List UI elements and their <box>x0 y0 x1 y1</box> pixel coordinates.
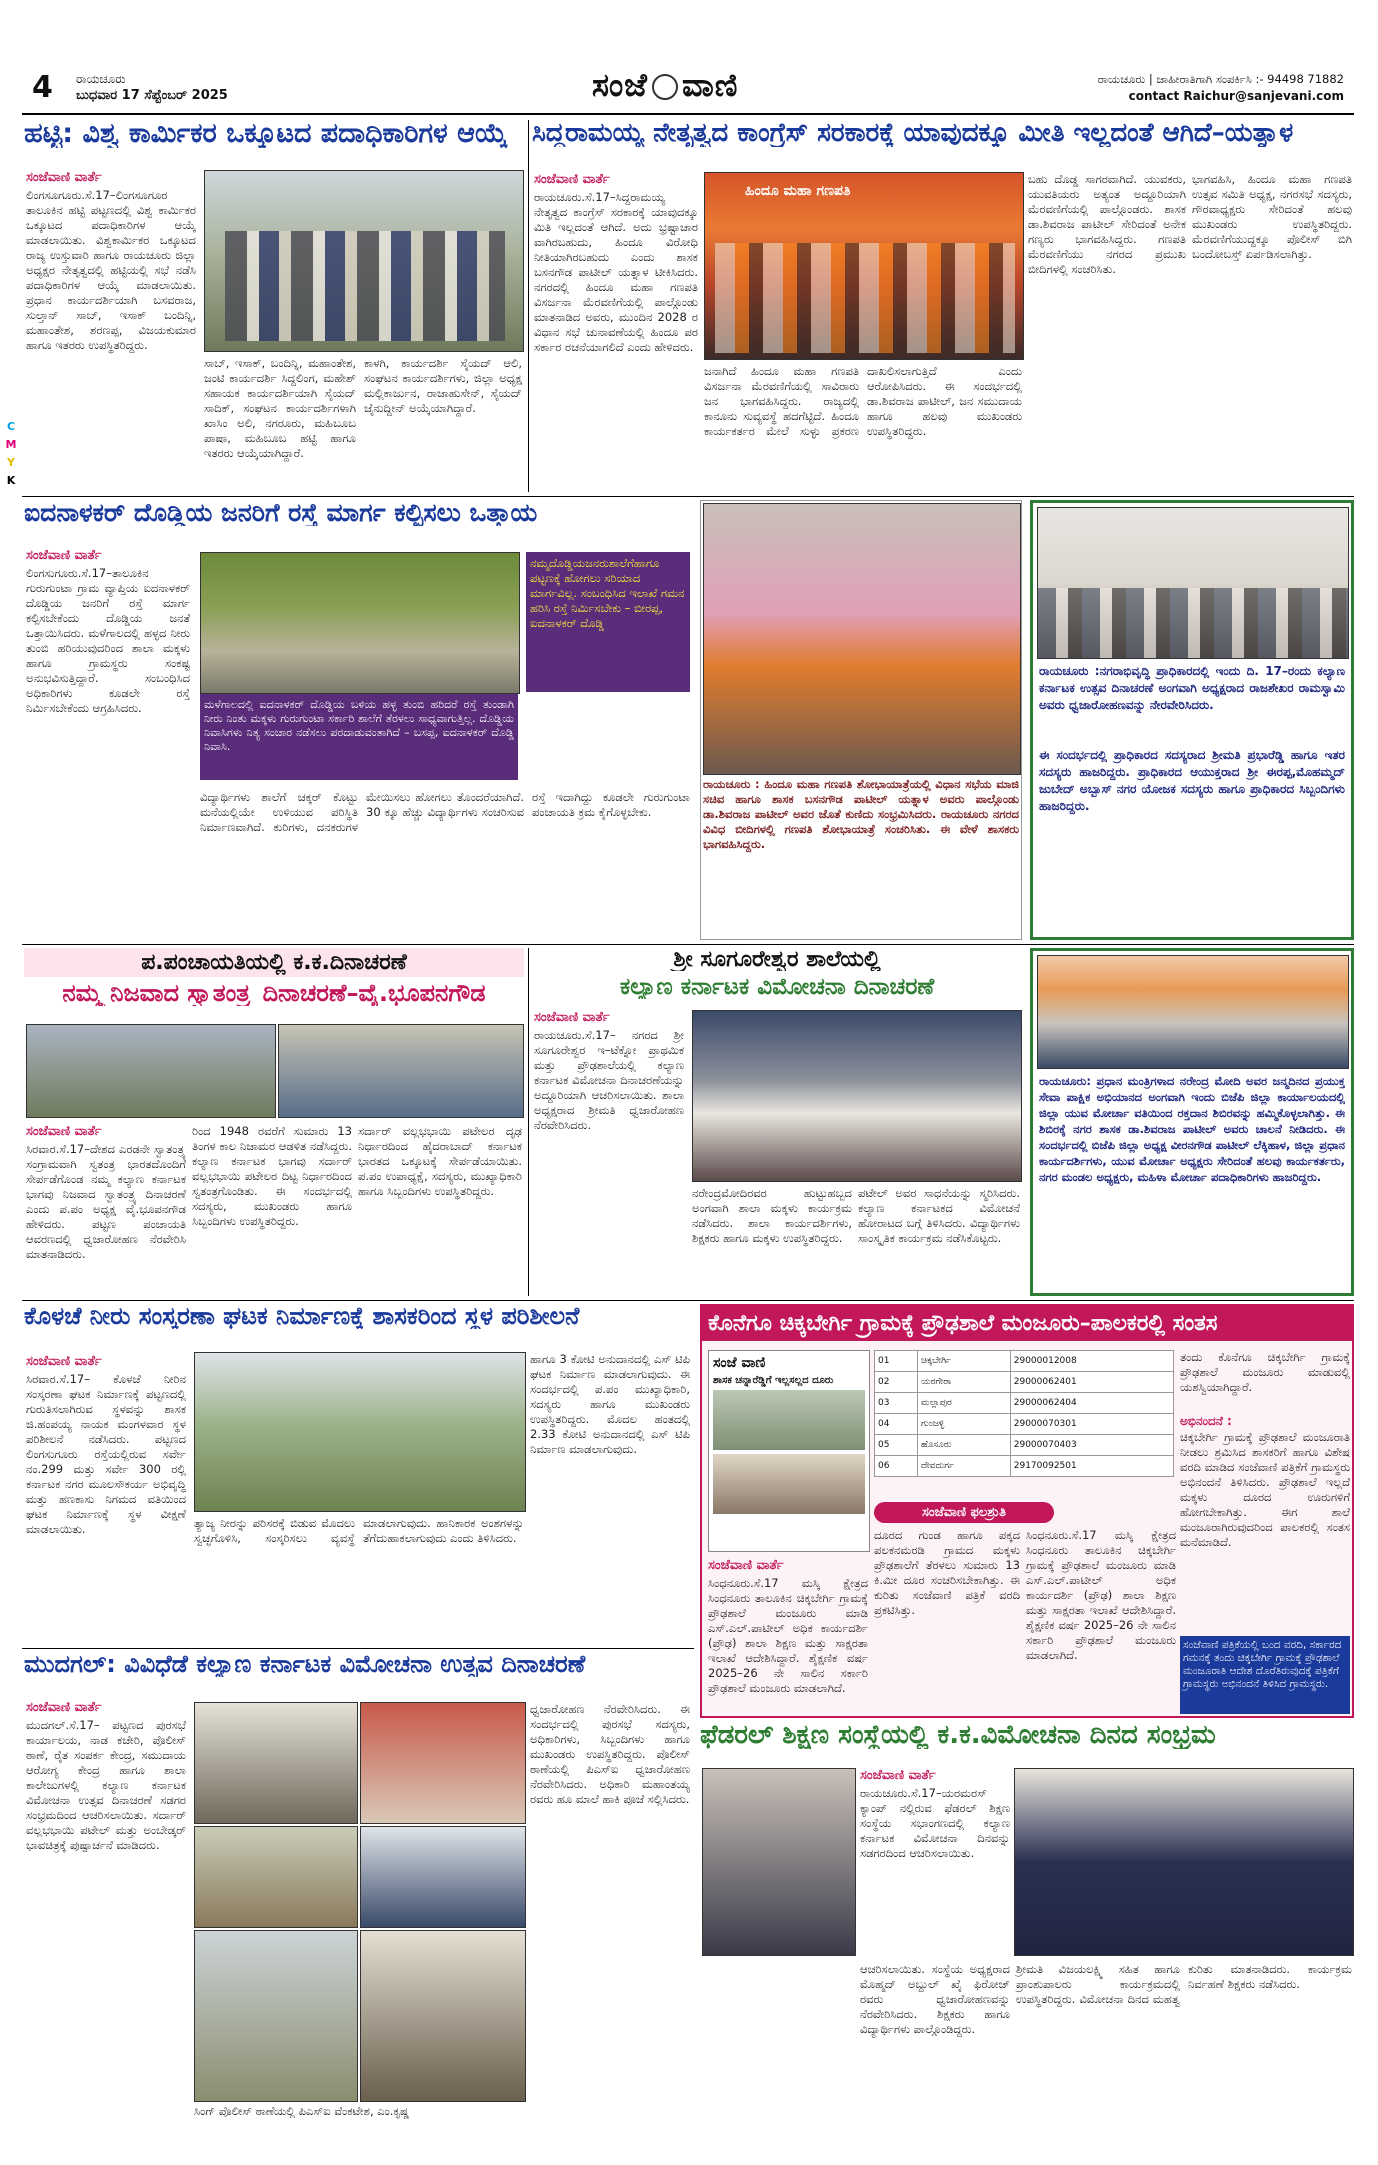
cmyk-c: C <box>6 420 16 433</box>
table-cell: ಚಿಕ್ಕಬೇರ್ಗಿ <box>918 1351 1011 1372</box>
story-body: ದೂರದ ಗುಂಡ ಹಾಗೂ ಪಕ್ಕದ ಪಲಕನಮರಡಿ ಗ್ರಾಮದ ಮಕ್ಕಳು ಪ್ರೌಢಶಾಲೆಗೆ ತೆರಳಲು ಸುಮಾರು 13 ಕಿ.ಮೀ ದೂರ ಸಂಚರಿಸಬೇಕಾಗಿತ್ತು. ಈ ಕುರಿತು ಸಂಜೆವಾಣಿ ಪತ್ರಿಕೆ ವರದಿ ಪ್ರಕಟಿಸಿತ್ತು. <box>874 1528 1020 1617</box>
table-cell: 06 <box>875 1456 918 1477</box>
rally-photo <box>704 172 1024 360</box>
event-photo-1 <box>194 1702 358 1824</box>
cmyk-marks <box>4 418 18 498</box>
headline: ಹಟ್ಟಿ: ವಿಶ್ವ ಕಾರ್ಮಿಕರ ಒಕ್ಕೂಟದ ಪದಾಧಿಕಾರಿಗಳ ಆಯ್ಕೆ <box>24 120 508 149</box>
story-body: ಸಿರವಾರ.ಸೆ.17–ದೇಶದ ಎರಡನೇ ಸ್ವಾತಂತ್ರ್ಯ ಸಂಗ್ರಾಮವಾಗಿ ಸ್ವತಂತ್ರ ಭಾರತದೊಂದಿಗೆ ಸೇರ್ಪಡೆಗೊಂಡ ನಮ್ಮ ಕಲ್ಯಾಣ ಕರ್ನಾಟಕ ಭಾಗವು ನಿಜವಾದ ಸ್ವಾತಂತ್ರ್ಯ ದಿನಾಚರಣೆ ಎಂದು ಪ.ಪಂ ಅಧ್ಯಕ್ಷ ವೈ.ಭೂಪನಗೌಡ ಹೇಳಿದರು. ಪಟ್ಟಣ ಪಂಚಾಯತಿ ಆವರಣದಲ್ಲಿ ಧ್ವಜಾರೋಹಣ ನೆರವೇರಿಸಿ ಮಾತನಾಡಿದರು. <box>26 1142 186 1261</box>
clipping <box>708 1350 870 1552</box>
federal-photo-1 <box>1014 1768 1354 1956</box>
story-chikkabergi <box>700 1304 1354 1718</box>
group-photo <box>204 170 524 352</box>
table-cell: 02 <box>875 1372 918 1393</box>
clip-photo <box>713 1390 865 1450</box>
logo-emblem-icon <box>652 74 678 100</box>
story-body-col3: ಹಾಗೂ 3 ಕೋಟಿ ಅನುದಾನದಲ್ಲಿ ಎಸ್ ಟಿಪಿ ಘಟಕ ನಿರ್ಮಾಣ ಮಾಡಲಾಗುವುದು. ಈ ಸಂದರ್ಭದಲ್ಲಿ ಪ.ಪಂ ಮುಖ್ಯಾಧಿಕಾರಿ, ಸದಸ್ಯರು ಹಾಗೂ ಮುಖಂಡರು ಉಪಸ್ಥಿತರಿದ್ದರು. ಮೊದಲ ಹಂತದಲ್ಲಿ 2.33 ಕೋಟಿ ಅನುದಾನದಲ್ಲಿ ಎಸ್ ಟಿಪಿ ನಿರ್ಮಾಣ ಮಾಡಲಾಗುವುದು. <box>530 1352 690 1456</box>
table-row <box>875 1456 1174 1477</box>
headline: ಸಿದ್ದರಾಮಯ್ಯ ನೇತೃತ್ವದ ಕಾಂಗ್ರೆಸ್ ಸರಕಾರಕ್ಕೆ ಯಾವುದಕ್ಕೂ ಮೀತಿ ಇಲ್ಲದಂತೆ ಆಗಿದೆ–ಯತ್ನಾಳ <box>532 120 1294 148</box>
story-body: ರಾಯಚೂರು.ಸೆ.17–ಸಿದ್ದರಾಮಯ್ಯ ನೇತೃತ್ವದ ಕಾಂಗ್ರೆಸ್ ಸರಕಾರಕ್ಕೆ ಯಾವುದಕ್ಕೂ ಮಿತಿ ಇಲ್ಲದಂತೆ ಆಗಿದೆ. ಅದು ಭ್ರಷ್ಟಾಚಾರ ವಾಗಿರಬಹುದು, ಹಿಂದೂ ವಿರೋಧಿ ನೀತಿಯಾಗಿರಬಹುದು ಎಂದು ಶಾಸಕ ಬಸನಗೌಡ ಪಾಟೀಲ್ ಯತ್ನಾಳ ಟೀಕಿಸಿದರು. ನಗರದಲ್ಲಿ ಹಿಂದೂ ಮಹಾ ಗಣಪತಿ ವಿಸರ್ಜನಾ ಮೆರವಣಿಗೆಯಲ್ಲಿ ಪಾಲ್ಗೊಂಡು ಮಾತನಾಡಿದ ಅವರು, ಮುಂದಿನ 2028 ರ ವಿಧಾನ ಸಭೆ ಚುನಾವಣೆಯಲ್ಲಿ ಹಿಂದೂ ಪರ ಸರ್ಕಾರ ರಚನೆಯಾಗಲಿದೆ ಎಂದು ಹೇಳಿದರು. <box>534 190 698 354</box>
cmyk-y: Y <box>7 456 15 469</box>
byline: ಸಂಜೆವಾಣಿ ವಾರ್ತೆ <box>26 1124 102 1139</box>
story-federal <box>700 1722 1354 2152</box>
story-blood-donation <box>1030 948 1354 1296</box>
headline-2: ನಮ್ಮ ನಿಜವಾದ ಸ್ವಾತಂತ್ರ್ಯ ದಿನಾಚರಣೆ–ವೈ.ಭೂಪನಗೌಡ <box>62 981 486 1007</box>
story-body: ಲಿಂಗಸೂಗೂರು.ಸೆ.17–ಲಿಂಗಸೂಗೂರ ತಾಲೂಕಿನ ಹಟ್ಟಿ ಪಟ್ಟಣದಲ್ಲಿ ವಿಶ್ವ ಕಾರ್ಮಿಕರ ಒಕ್ಕೂಟದ ಪದಾಧಿಕಾರಿಗಳ ಆಯ್ಕೆ ಮಾಡಲಾಯಿತು. ವಿಶ್ವಕಾರ್ಮಿಕರ ಒಕ್ಕೂಟದ ರಾಜ್ಯ ಉಸ್ತುವಾರಿ ಹಾಗೂ ರಾಯಚೂರು ಜಿಲ್ಲಾ ಅಧ್ಯಕ್ಷರ ನೇತೃತ್ವದಲ್ಲಿ ಹಟ್ಟಿಯಲ್ಲಿ ಸಭೆ ನಡೆಸಿ ಪದಾಧಿಕಾರಿಗಳ ಆಯ್ಕೆ ಮಾಡಲಾಯಿತು. ಪ್ರಧಾನ ಕಾರ್ಯದರ್ಶಿಯಾಗಿ ಬಸವರಾಜ, ಸುಲ್ತಾನ್ ಸಾಬ್, ಇಸಾಕ್ ಬಂದಿನ್ನಿ, ಮಹಾಂತೇಶ, ಶರಣಪ್ಪ, ವಿಜಯಕುಮಾರ ಹಾಗೂ ಇತರರು ಉಪಸ್ಥಿತರಿದ್ದರು. <box>26 188 196 352</box>
story-body-col2: ನರೇಂದ್ರಮೋದಿರವರ ಹುಟ್ಟುಹಬ್ಬದ ಅಂಗವಾಗಿ ಶಾಲಾ ಮಕ್ಕಳು ಕಾರ್ಯಕ್ರಮ ನಡೆಸಿದರು. ಶಾಲಾ ಕಾರ್ಯದರ್ಶಿಗಳು, ಶಿಕ್ಷಕರು ಹಾಗೂ ಮಕ್ಕಳು ಉಪಸ್ಥಿತರಿದ್ದರು. <box>692 1186 852 1245</box>
row-rule <box>22 1300 1354 1301</box>
story-body-col3: ಬಹು ದೊಡ್ಡ ಸಾಗರವಾಗಿದೆ. ಯುವಕರು, ಯುವತಿಯರು ಅತ್ಯಂತ ಅದ್ದೂರಿಯಾಗಿ ಮೆರವಣಿಗೆಯಲ್ಲಿ ಪಾಲ್ಗೊಂಡರು. ಶಾಸಕ ಡಾ.ಶಿವರಾಜ ಪಾಟೀಲ್ ಸೇರಿದಂತೆ ಅನೇಕ ಗಣ್ಯರು ಭಾಗವಹಿಸಿದ್ದರು. ಗಣಪತಿ ಮೆರವಣಿಗೆಯು ನಗರದ ಪ್ರಮುಖ ಬೀದಿಗಳಲ್ಲಿ ಸಂಚರಿಸಿತು. <box>1028 172 1186 276</box>
group-photo-2 <box>278 1024 524 1118</box>
headline: ಮುದಗಲ್: ವಿವಿಧೆಡೆ ಕಲ್ಯಾಣ ಕರ್ನಾಟಕ ವಿಮೋಚನಾ ಉತ್ಸವ ದಿನಾಚರಣೆ <box>24 1652 586 1678</box>
blood-camp-photo <box>1037 955 1349 1069</box>
event-photo-4 <box>360 1826 526 1928</box>
story-aidanalkar <box>24 500 692 940</box>
story-body-col2: ಸಾಬ್, ಇಸಾಕ್, ಬಂದಿನ್ನಿ, ಮಹಾಂತೇಶ, ಜಂಟಿ ಕಾರ್ಯದರ್ಶಿ ಸಿದ್ದಲಿಂಗ, ಮಹೇಶ್ ಸಹಾಯಕ ಕಾರ್ಯದರ್ಶಿಯಾಗಿ ಸೈಯದ್ ಸಾದಿಕ್, ಸಂಘಟನ ಕಾರ್ಯದರ್ಶಿಗಳಾಗಿ ಖಾಸಿಂ ಅಲಿ, ನಗರೂರು, ಮಹಿಬೂಬ ಪಾಷಾ, ಮಹಿಬೂಬ ಹಟ್ಟಿ ಹಾಗೂ ಇತರರು ಆಯ್ಕೆಯಾಗಿದ್ದಾರೆ. <box>204 356 356 460</box>
story-body-col2: ಜನಾಗಿದೆ ಹಿಂದೂ ಮಹಾ ಗಣಪತಿ ವಿಸರ್ಜನಾ ಮೆರವಣಿಗೆಯಲ್ಲಿ ಸಾವಿರಾರು ಜನ ಭಾಗವಹಿಸಿದ್ದರು. ರಾಜ್ಯದಲ್ಲಿ ಕಾನೂನು ಸುವ್ಯವಸ್ಥೆ ಹದಗೆಟ್ಟಿದೆ. ಹಿಂದೂ ಕಾರ್ಯಕರ್ತರ ಮೇಲೆ ಸುಳ್ಳು ಪ್ರಕರಣ ದಾಖಲಿಸಲಾಗುತ್ತಿದೆ ಎಂದು ಆರೋಪಿಸಿದರು. ಈ ಸಂದರ್ಭದಲ್ಲಿ ಡಾ.ಶಿವರಾಜ ಪಾಟೀಲ್, ಜನ ಸಮುದಾಯ ಹಾಗೂ ಹಲವು ಮುಖಂಡರು ಉಪಸ್ಥಿತರಿದ್ದರು. <box>704 364 1022 438</box>
clip-title: ಶಾಸಕ ಚನ್ನಾರೆಡ್ಡಿಗೆ ಇಲ್ಲಸಲ್ಲದ ದೂರು <box>713 1375 834 1386</box>
clip-logo: ಸಂಜೆ ವಾಣಿ <box>713 1355 766 1371</box>
quote-box: ನಮ್ಮದೊಡ್ಡಿಯಜನರುಶಾಲೆಗೆಹಾಗೂ ಪಟ್ಟಣಕ್ಕೆ ಹೋಗಲು ಸರಿಯಾದ ಮಾರ್ಗವಿಲ್ಲ. ಸಂಬಂಧಿಸಿದ ಇಲಾಖೆ ಗಮನ ಹರಿಸಿ ರಸ್ತೆ ನಿರ್ಮಿಸಬೇಕು – ಬೀರಪ್ಪ, ಐದನಾಳಕರ್ ದೊಡ್ಡಿ <box>526 552 690 692</box>
table-cell: 04 <box>875 1414 918 1435</box>
masthead-rule <box>22 113 1354 115</box>
story-body: ರಾಯಚೂರು.ಸೆ.17– ನಗರದ ಶ್ರೀ ಸೂಗೂರೇಶ್ವರ ಇ–ಟೆಕ್ನೋ ಪ್ರಾಥಮಿಕ ಮತ್ತು ಪ್ರೌಢಶಾಲೆಯಲ್ಲಿ ಕಲ್ಯಾಣ ಕರ್ನಾಟಕ ವಿಮೋಚನಾ ದಿನಾಚರಣೆಯನ್ನು ಅದ್ದೂರಿಯಾಗಿ ಆಚರಿಸಲಾಯಿತು. ಶಾಲಾ ಅಧ್ಯಕ್ಷರಾದ ಶ್ರೀಮತಿ ಧ್ವಜಾರೋಹಣ ನೆರವೇರಿಸಿದರು. <box>534 1028 684 1132</box>
table-cell: 29170092501 <box>1010 1456 1173 1477</box>
story-body-col3: ಸರ್ದಾರ್ ವಲ್ಲಭಭಾಯಿ ಪಟೇಲರ ದೃಢ ನಿರ್ಧಾರದಿಂದ ಹೈದರಾಬಾದ್ ಕರ್ನಾಟಕ ಭಾರತದ ಒಕ್ಕೂಟಕ್ಕೆ ಸೇರ್ಪಡೆಯಾಯಿತು. ಪ.ಪಂ ಉಪಾಧ್ಯಕ್ಷೆ, ಸದಸ್ಯರು, ಮುಖ್ಯಾಧಿಕಾರಿ ಹಾಗೂ ಸಿಬ್ಬಂದಿಗಳು ಉಪಸ್ಥಿತರಿದ್ದರು. <box>358 1124 522 1198</box>
school-photo <box>692 1010 1022 1182</box>
story-body-col3: ಕಾಳಗಿ, ಕಾರ್ಯದರ್ಶಿ ಸೈಯದ್ ಆಲಿ, ಸಂಘಟನ ಕಾರ್ಯದರ್ಶಿಗಳು, ಜಿಲ್ಲಾ ಅಧ್ಯಕ್ಷ ಮಲ್ಲಿಕಾರ್ಜುನ, ರಾಜಾಹುಸೇನ್, ಸೈಯದ್ ಜೈನುದ್ದೀನ್ ಅಯ್ಕೆಯಾಗಿದ್ದಾರೆ. <box>364 356 522 415</box>
table-row <box>875 1435 1174 1456</box>
group-photo <box>26 1024 276 1118</box>
story-body-col2: ವಿದ್ಯಾರ್ಥಿಗಳು ಶಾಲೆಗೆ ಚಕ್ಕರ್ ಕೊಟ್ಟು ಮನೆಯಲ್ಲಿಯೇ ಉಳಿಯುವ ಪರಿಸ್ಥಿತಿ ನಿರ್ಮಾಣವಾಗಿದೆ. ಕುರಿಗಳು, ದನಕರುಗಳ ಮೇಯಿಸಲು ಹೋಗಲು ತೊಂದರೆಯಾಗಿದೆ. 30 ಕ್ಕೂ ಹೆಚ್ಚು ವಿದ್ಯಾರ್ಥಿಗಳು ಸಂಚರಿಸುವ ರಸ್ತೆ ಇದಾಗಿದ್ದು ಕೂಡಲೇ ಗುರುಗುಂಟಾ ಪಂಚಾಯತಿ ಕ್ರಮ ಕೈಗೊಳ್ಳಬೇಕು. <box>200 790 690 834</box>
cmyk-m: M <box>5 438 17 451</box>
masthead <box>22 72 1354 108</box>
headline-1: ಶ್ರೀ ಸೂಗೂರೇಶ್ವರ ಶಾಲೆಯಲ್ಲಿ <box>673 948 881 972</box>
story-body-3: ತಂದು ಕೊನೆಗೂ ಚಿಕ್ಕಬೇರ್ಗಿ ಗ್ರಾಮಕ್ಕೆ ಪ್ರೌಢಶಾಲೆ ಮಂಜೂರು ಮಾಡುವಲ್ಲಿ ಯಶಸ್ವಿಯಾಗಿದ್ದಾರೆ. <box>1180 1350 1350 1394</box>
table-cell: ಹೊಸೂರು <box>918 1435 1011 1456</box>
table-cell: 29000012008 <box>1010 1351 1173 1372</box>
logo-right: ವಾಣಿ <box>681 72 739 104</box>
headline: ಕೊಳಚೆ ನೀರು ಸಂಸ್ಕರಣಾ ಘಟಕ ನಿರ್ಮಾಣಕ್ಕೆ ಶಾಸಕರಿಂದ ಸ್ಥಳ ಪರಿಶೀಲನೆ <box>24 1304 580 1330</box>
story-body: ಲಿಂಗಸುಗೂರು.ಸೆ.17–ತಾಲೂಕಿನ ಗುರುಗುಂಟಾ ಗ್ರಾಮ ವ್ಯಾಪ್ತಿಯ ಐದನಾಳಕರ್ ದೊಡ್ಡಿಯ ಜನರಿಗೆ ರಸ್ತೆ ಮಾರ್ಗ ಕಲ್ಪಿಸಬೇಕೆಂದು ದೊಡ್ಡಿಯ ಜನತೆ ಒತ್ತಾಯಿಸಿದರು. ಮಳೆಗಾಲದಲ್ಲಿ ಹಳ್ಳದ ನೀರು ತುಂಬಿ ಹರಿಯುವುದರಿಂದ ಶಾಲಾ ಮಕ್ಕಳು ಹಾಗೂ ಗ್ರಾಮಸ್ಥರು ಸಂಕಷ್ಟ ಅನುಭವಿಸುತ್ತಿದ್ದಾರೆ. ಸಂಬಂಧಿಸಿದ ಅಧಿಕಾರಿಗಳು ಕೂಡಲೇ ರಸ್ತೆ ನಿರ್ಮಿಸಬೇಕೆಂದು ಆಗ್ರಹಿಸಿದರು. <box>26 566 190 715</box>
photo-caption: ರಾಯಚೂರು : ಹಿಂದೂ ಮಹಾ ಗಣಪತಿ ಶೋಭಾಯಾತ್ರೆಯಲ್ಲಿ ವಿಧಾನ ಸಭೆಯ ಮಾಜಿ ಸಚಿವ ಹಾಗೂ ಶಾಸಕ ಬಸನಗೌಡ ಪಾಟೀಲ್ ಯತ್ನಾಳ ಅವರು ಪಾಲ್ಗೊಂಡು ಡಾ.ಶಿವರಾಜ ಪಾಟೀಲ್ ಅವರ ಜೊತೆ ಕುಣಿದು ಸಂಭ್ರಮಿಸಿದರು. ರಾಯಚೂರು ನಗರದ ವಿವಿಧ ಬೀದಿಗಳಲ್ಲಿ ಗಣಪತಿ ಶೋಭಾಯಾತ್ರೆ ಸಂಚರಿಸಿತು. ಈ ವೇಳೆ ಶಾಸಕರು ಭಾಗವಹಿಸಿದ್ದರು. <box>703 777 1019 851</box>
story-ganapati-photo <box>700 500 1022 940</box>
table-cell: ಮಲ್ಲಾಪುರ <box>918 1393 1011 1414</box>
story-body-col3: ಶ್ರೀಮತಿ ವಿಜಯಲಕ್ಷ್ಮಿ ಸಹಿತ ಹಾಗೂ ಪ್ರಾಂಶುಪಾಲರು ಕಾರ್ಯಕ್ರಮದಲ್ಲಿ ಉಪಸ್ಥಿತರಿದ್ದರು. ವಿಮೋಚನಾ ದಿನದ ಮಹತ್ವ ಕುರಿತು ಮಾತನಾಡಿದರು. ಕಾರ್ಯಕ್ರಮ ನಿರ್ವಹಣೆ ಶಿಕ್ಷಕರು ನಡೆಸಿದರು. <box>1016 1962 1352 2006</box>
table-row <box>875 1393 1174 1414</box>
table-row <box>875 1351 1174 1372</box>
story-sugureshwar <box>532 948 1022 1296</box>
contact-line-2: contact Raichur@sanjevani.com <box>1128 89 1344 103</box>
byline: ಸಂಜೆವಾಣಿ ವಾರ್ತೆ <box>860 1768 936 1783</box>
cmyk-k: K <box>6 474 16 487</box>
headline: ಫೆಡರಲ್ ಶಿಕ್ಷಣ ಸಂಸ್ಥೆಯಲ್ಲಿ ಕ.ಕ.ವಿಮೋಚನಾ ದಿನದ ಸಂಭ್ರಮ <box>700 1722 1216 1750</box>
page-number: 4 <box>32 72 53 105</box>
table-cell: 29000070403 <box>1010 1435 1173 1456</box>
federal-photo-2 <box>702 1768 856 1956</box>
headline-2: ಕಲ್ಯಾಣ ಕರ್ನಾಟಕ ವಿಮೋಚನಾ ದಿನಾಚರಣೆ <box>619 975 935 1000</box>
flood-photo <box>200 552 520 694</box>
site-photo <box>194 1352 526 1512</box>
story-body-2: ಸಿಂಧನೂರು.ಸೆ.17 ಮಸ್ಕಿ ಕ್ಷೇತ್ರದ ಸಿಂಧನೂರು ತಾಲೂಕಿನ ಚಿಕ್ಕಬೇರ್ಗಿ ಗ್ರಾಮಕ್ಕೆ ಪ್ರೌಢಶಾಲೆ ಮಂಜೂರು ಮಾಡಿ ಎಸ್.ಎಲ್.ಪಾಟೀಲ್ ಅಧಿಕ ಕಾರ್ಯದರ್ಶಿ (ಪ್ರೌಢ) ಶಾಲಾ ಶಿಕ್ಷಣ ಮತ್ತು ಸಾಕ್ಷರತಾ ಇಲಾಖೆ ಆದೇಶಿಸಿದ್ದಾರೆ. ಶೈಕ್ಷಣಿಕ ವರ್ಷ 2025–26 ನೇ ಸಾಲಿನ ಸರ್ಕಾರಿ ಪ್ರೌಢಶಾಲೆ ಮಂಜೂರು ಮಾಡಲಾಗಿದೆ. <box>708 1576 868 1695</box>
story-sirwar-kk <box>24 948 524 1296</box>
table-cell: 29000062401 <box>1010 1372 1173 1393</box>
subhead: ಅಭಿನಂದನೆ : <box>1180 1414 1232 1428</box>
story-body-2: ಈ ಸಂದರ್ಭದಲ್ಲಿ ಪ್ರಾಧಿಕಾರದ ಸದಸ್ಯರಾದ ಶ್ರೀಮತಿ ಪ್ರಭಾರೆಡ್ಡಿ ಹಾಗೂ ಇತರ ಸದಸ್ಯರು ಹಾಜರಿದ್ದರು. ಪ್ರಾಧಿಕಾರದ ಆಯುಕ್ತರಾದ ಶ್ರೀ ಈರಪ್ಪ,ಮೊಹಮ್ಮದ್ ಜುಬೇದ್ ಅಬ್ಬಾಸ್ ನಗರ ಯೋಜಕ ಸದಸ್ಯರು ಹಾಗೂ ಪ್ರಾಧಿಕಾರದ ಸಿಬ್ಬಂದಿಗಳು ಹಾಜರಿದ್ದರು. <box>1039 748 1345 813</box>
photo-caption: ಸಿಂಗ್ ಪೊಲೀಸ್ ಠಾಣೆಯಲ್ಲಿ ಪಿಎಸ್ಐ ವೆಂಕಟೇಶ, ಎಂ.ಕೃಷ್ಣ <box>194 2104 410 2118</box>
headline: ಐದನಾಳಕರ್ ದೊಡ್ಡಿಯ ಜನರಿಗೆ ರಸ್ತೆ ಮಾರ್ಗ ಕಲ್ಪಿಸಲು ಒತ್ತಾಯ <box>24 500 538 527</box>
row-rule <box>22 944 1354 945</box>
table-cell: ಗುಂಜಳ್ಳಿ <box>918 1414 1011 1435</box>
story-body-5: ಸಿಂಧನೂರು.ಸೆ.17 ಮಸ್ಕಿ ಕ್ಷೇತ್ರದ ಸಿಂಧನೂರು ತಾಲೂಕಿನ ಚಿಕ್ಕಬೇರ್ಗಿ ಗ್ರಾಮಕ್ಕೆ ಪ್ರೌಢಶಾಲೆ ಮಂಜೂರು ಮಾಡಿ ಎಸ್.ಎಲ್.ಪಾಟೀಲ್ ಅಧಿಕ ಕಾರ್ಯದರ್ಶಿ (ಪ್ರೌಢ) ಶಾಲಾ ಶಿಕ್ಷಣ ಮತ್ತು ಸಾಕ್ಷರತಾ ಇಲಾಖೆ ಆದೇಶಿಸಿದ್ದಾರೆ. ಶೈಕ್ಷಣಿಕ ವರ್ಷ 2025–26 ನೇ ಸಾಲಿನ ಸರ್ಕಾರಿ ಪ್ರೌಢಶಾಲೆ ಮಂಜೂರು ಮಾಡಲಾಗಿದೆ. <box>1026 1528 1176 1662</box>
byline: ಸಂಜೆವಾಣಿ ವಾರ್ತೆ <box>26 170 102 185</box>
table-cell: 01 <box>875 1351 918 1372</box>
story-body-col2: ಧ್ವಜಾರೋಹಣ ನೆರವೇರಿಸಿದರು. ಈ ಸಂದರ್ಭದಲ್ಲಿ ಪುರಸಭೆ ಸದಸ್ಯರು, ಅಧಿಕಾರಿಗಳು, ಸಿಬ್ಬಂದಿಗಳು ಹಾಗೂ ಮುಖಂಡರು ಉಪಸ್ಥಿತರಿದ್ದರು. ಪೊಲೀಸ್ ಠಾಣೆಯಲ್ಲಿ ಪಿಎಸ್ಐ ಧ್ವಜಾರೋಹಣ ನೆರವೇರಿಸಿದರು. ಅಧಿಕಾರಿ ಮಹಾಂತಯ್ಯ ರವರು ಹೂ ಮಾಲೆ ಹಾಕಿ ಪೂಜೆ ಸಲ್ಲಿಸಿದರು. <box>530 1702 690 1806</box>
event-photo-5 <box>194 1930 358 2102</box>
story-body-col2: ಆಚರಿಸಲಾಯಿತು. ಸಂಸ್ಥೆಯ ಅಧ್ಯಕ್ಷರಾದ ಮೊಹ್ಮದ್ ಅಬ್ದುಲ್ ಖೈ ಫಿರೋಜ್ ರವರು ಧ್ವಜಾರೋಹಣವನ್ನು ನೆರವೇರಿಸಿದರು. ಶಿಕ್ಷಕರು ಹಾಗೂ ವಿದ್ಯಾರ್ಥಿಗಳು ಪಾಲ್ಗೊಂಡಿದ್ದರು. <box>860 1962 1010 2036</box>
table-row <box>875 1372 1174 1393</box>
story-body-col2: ತ್ಯಾಜ್ಯ ನೀರನ್ನು ಪರಿಸರಕ್ಕೆ ಬಿಡುವ ಮೊದಲು ಸ್ವಚ್ಛಗೊಳಿಸಿ, ಸಂಸ್ಕರಿಸಲು ವ್ಯವಸ್ಥೆ ಮಾಡಲಾಗುವುದು. ಹಾನಿಕಾರಕ ಅಂಶಗಳನ್ನು ತೆಗೆದುಹಾಕಲಾಗುವುದು ಎಂದು ತಿಳಿಸಿದರು. <box>194 1516 524 1545</box>
logo-left: ಸಂಜೆ <box>592 72 648 104</box>
story-body-col3: ಪಟೇಲ್ ಅವರ ಸಾಧನೆಯನ್ನು ಸ್ಮರಿಸಿದರು. ಕಲ್ಯಾಣ ಕರ್ನಾಟಕದ ವಿಮೋಚನೆ ಹೋರಾಟದ ಬಗ್ಗೆ ತಿಳಿಸಿದರು. ವಿದ್ಯಾರ್ಥಿಗಳು ಸಾಂಸ್ಕೃತಿಕ ಕಾರ್ಯಕ್ರಮ ನಡೆಸಿಕೊಟ್ಟರು. <box>858 1186 1020 1245</box>
story-body-col2: ರಿಂದ 1948 ರವರೆಗೆ ಸುಮಾರು 13 ತಿಂಗಳ ಕಾಲ ನಿಜಾಮರ ಆಡಳಿತ ನಡೆಸಿದ್ದರು. ಕಲ್ಯಾಣ ಕರ್ನಾಟಕ ಭಾಗವು ಸರ್ದಾರ್ ವಲ್ಲಭಭಾಯಿ ಪಟೇಲರ ದಿಟ್ಟ ನಿರ್ಧಾರದಿಂದ ಸ್ವತಂತ್ರಗೊಂಡಿತು. ಈ ಸಂದರ್ಭದಲ್ಲಿ ಸದಸ್ಯರು, ಮುಖಂಡರು ಹಾಗೂ ಸಿಬ್ಬಂದಿಗಳು ಉಪಸ್ಥಿತರಿದ್ದರು. <box>192 1124 352 1228</box>
contact-line-1: ರಾಯಚೂರು | ಜಾಹೀರಾತಿಗಾಗಿ ಸಂಪರ್ಕಿಸಿ :- 94498 71882 <box>1097 72 1344 86</box>
col-divider <box>528 948 529 1296</box>
table-cell: 05 <box>875 1435 918 1456</box>
dance-photo <box>703 503 1021 775</box>
byline: ಸಂಜೆವಾಣಿ ವಾರ್ತೆ <box>708 1558 784 1573</box>
row-rule <box>22 1648 694 1649</box>
story-yatnal <box>532 120 1354 492</box>
story-hatti <box>24 120 524 492</box>
table-cell: 29000062404 <box>1010 1393 1173 1414</box>
table-cell: ದೇವದುರ್ಗ <box>918 1456 1011 1477</box>
byline: ಸಂಜೆವಾಣಿ ವಾರ್ತೆ <box>534 1010 610 1025</box>
table-row <box>875 1414 1174 1435</box>
byline: ಸಂಜೆವಾಣಿ ವಾರ್ತೆ <box>26 1700 102 1715</box>
school-list-table <box>874 1350 1174 1477</box>
col-divider <box>528 120 529 492</box>
row-rule <box>22 496 1354 497</box>
table-cell: 29000070301 <box>1010 1414 1173 1435</box>
note-box: ಸಂಜೆವಾಣಿ ಪತ್ರಿಕೆಯಲ್ಲಿ ಬಂದ ವರದಿ, ಸರ್ಕಾರದ ಗಮನಕ್ಕೆ ತಂದು ಚಿಕ್ಕಬೇರ್ಗಿ ಗ್ರಾಮಕ್ಕೆ ಪ್ರೌಢಶಾಲೆ ಮಂಜೂರಾತಿ ಆದೇಶ ದೊರೆತಿರುವುದಕ್ಕೆ ಪತ್ರಿಕೆಗೆ ಗ್ರಾಮಸ್ಥರು ಅಭಿನಂದನೆ ತಿಳಿಸಿದ ಗ್ರಾಮಸ್ಥರು. <box>1180 1636 1350 1714</box>
story-body: ಮುದಗಲ್.ಸೆ.17– ಪಟ್ಟಣದ ಪುರಸಭೆ ಕಾರ್ಯಾಲಯ, ನಾಡ ಕಚೇರಿ, ಪೊಲೀಸ್ ಠಾಣೆ, ರೈತ ಸಂಪರ್ಕ ಕೇಂದ್ರ, ಸಮುದಾಯ ಆರೋಗ್ಯ ಕೇಂದ್ರ ಹಾಗೂ ಶಾಲಾ ಕಾಲೇಜುಗಳಲ್ಲಿ ಕಲ್ಯಾಣ ಕರ್ನಾಟಕ ವಿಮೋಚನಾ ಉತ್ಸವ ದಿನಾಚರಣೆ ಸಡಗರ ಸಂಭ್ರಮದಿಂದ ಆಚರಿಸಲಾಯಿತು. ಸರ್ದಾರ್ ವಲ್ಲಭಭಾಯಿ ಪಟೇಲ್ ಮತ್ತು ಅಂಬೇಡ್ಕರ್ ಭಾವಚಿತ್ರಕ್ಕೆ ಪುಷ್ಪಾರ್ಚನೆ ಮಾಡಿದರು. <box>26 1718 186 1852</box>
story-mudgal <box>24 1652 692 2152</box>
event-photo-2 <box>360 1702 526 1824</box>
date-label: ಬುಧವಾರ 17 ಸೆಪ್ಟೆಂಬರ್ 2025 <box>76 88 228 103</box>
flag-photo <box>1037 507 1349 659</box>
masthead-logo <box>592 72 738 105</box>
table-cell: ಯರಗೇರಾ <box>918 1372 1011 1393</box>
headline-1: ಪ.ಪಂಚಾಯತಿಯಲ್ಲಿ ಕ.ಕ.ದಿನಾಚರಣೆ <box>24 948 524 977</box>
flood-caption: ಮಳೆಗಾಲದಲ್ಲಿ ಐದನಾಳಕರ್ ದೊಡ್ಡಿಯ ಬಳಿಯ ಹಳ್ಳ ತುಂಬಿ ಹರಿದರೆ ರಸ್ತೆ ತುಂಡಾಗಿ ನೀರು ನಿಂತು ಮಕ್ಕಳು ಗುರುಗುಂಟಾ ಸರ್ಕಾರಿ ಶಾಲೆಗೆ ತೆರಳಲು ಸಾಧ್ಯವಾಗುತ್ತಿಲ್ಲ. ದೊಡ್ಡಿಯ ನಿವಾಸಿಗಳು ನಿತ್ಯ ಸಂಚಾರ ನಡೆಸಲು ಪರದಾಡುವಂತಾಗಿದೆ – ಬಸಪ್ಪ, ಐದನಾಳಕರ್ ದೊಡ್ಡಿ ನಿವಾಸಿ. <box>200 694 518 780</box>
headline: ಕೊನೆಗೂ ಚಿಕ್ಕಬೇರ್ಗಿ ಗ್ರಾಮಕ್ಕೆ ಪ್ರೌಢಶಾಲೆ ಮಂಜೂರು–ಪಾಲಕರಲ್ಲಿ ಸಂತಸ <box>702 1306 1352 1341</box>
story-uda <box>1030 500 1354 940</box>
story-body-col4: ಭಾಗವಹಿಸಿ, ಹಿಂದೂ ಮಹಾ ಗಣಪತಿ ಉತ್ಸವ ಸಮಿತಿ ಅಧ್ಯಕ್ಷ, ನಗರಸಭೆ ಸದಸ್ಯರು, ಗೌರವಾಧ್ಯಕ್ಷರು ಸೇರಿದಂತೆ ಹಲವು ಮುಖಂಡರು ಉಪಸ್ಥಿತರಿದ್ದರು. ಮೆರವಣಿಗೆಯುದ್ದಕ್ಕೂ ಪೊಲೀಸ್ ಬಿಗಿ ಬಂದೋಬಸ್ತ್ ಏರ್ಪಡಿಸಲಾಗಿತ್ತು. <box>1192 172 1352 261</box>
story-body: ರಾಯಚೂರು.ಸೆ.17–ಯರಮರಸ್ ಕ್ಯಾಂಪ್ ನಲ್ಲಿರುವ ಫೆಡರಲ್ ಶಿಕ್ಷಣ ಸಂಸ್ಥೆಯ ಸಭಾಂಗಣದಲ್ಲಿ ಕಲ್ಯಾಣ ಕರ್ನಾಟಕ ವಿಮೋಚನಾ ದಿನವನ್ನು ಸಡಗರದಿಂದ ಆಚರಿಸಲಾಯಿತು. <box>860 1786 1010 1860</box>
story-body: ರಾಯಚೂರು: ಪ್ರಧಾನ ಮಂತ್ರಿಗಳಾದ ನರೇಂದ್ರ ಮೋದಿ ಅವರ ಜನ್ಮದಿನದ ಪ್ರಯುಕ್ತ ಸೇವಾ ಪಾಕ್ಷಿಕ ಅಭಿಯಾನದ ಅಂಗವಾಗಿ ಇಂದು ಬಿಜೆಪಿ ಜಿಲ್ಲಾ ಕಾರ್ಯಾಲಯದಲ್ಲಿ ಜಿಲ್ಲಾ ಯುವ ಮೋರ್ಚಾ ವತಿಯಿಂದ ರಕ್ತದಾನ ಶಿಬಿರವನ್ನು ಹಮ್ಮಿಕೊಳ್ಳಲಾಗಿತ್ತು. ಈ ಶಿಬಿರಕ್ಕೆ ನಗರ ಶಾಸಕ ಡಾ.ಶಿವರಾಜ ಪಾಟೀಲ್ ಅವರು ಚಾಲನೆ ನೀಡಿದರು. ಈ ಸಂದರ್ಭದಲ್ಲಿ ಬಿಜೆಪಿ ಜಿಲ್ಲಾ ಅಧ್ಯಕ್ಷ ವೀರನಗೌಡ ಪಾಟೀಲ್ ಲೆಕ್ಕಿಹಾಳ, ಜಿಲ್ಲಾ ಪ್ರಧಾನ ಕಾರ್ಯದರ್ಶಿಗಳು, ಯುವ ಮೋರ್ಚಾ ಅಧ್ಯಕ್ಷರು ಸೇರಿದಂತೆ ಹಲವು ಕಾರ್ಯಕರ್ತರು, ನಗರ ಮಂಡಲ ಅಧ್ಯಕ್ಷರು, ಮಹಿಳಾ ಮೋರ್ಚಾ ಪದಾಧಿಕಾರಿಗಳು ಹಾಜರಿದ್ದರು. <box>1039 1074 1345 1184</box>
byline: ಸಂಜೆವಾಣಿ ವಾರ್ತೆ <box>26 1354 102 1369</box>
byline: ಸಂಜೆವಾಣಿ ವಾರ್ತೆ <box>26 548 102 563</box>
city-label: ರಾಯಚೂರು <box>76 72 126 86</box>
story-body: ಸಿರವಾರ.ಸೆ.17– ಕೊಳಚೆ ನೀರಿನ ಸಂಸ್ಕರಣಾ ಘಟಕ ನಿರ್ಮಾಣಕ್ಕೆ ಪಟ್ಟಣದಲ್ಲಿ ಗುರುತಿಸಲಾಗಿರುವ ಸ್ಥಳವನ್ನು ಶಾಸಕ ಜಿ.ಹಂಪಯ್ಯ ನಾಯಕ ಮಂಗಳವಾರ ಸ್ಥಳ ಪರಿಶೀಲನೆ ನಡೆಸಿದರು. ಪಟ್ಟಣದ ಲಿಂಗಸುಗೂರು ರಸ್ತೆಯಲ್ಲಿರುವ ಸರ್ವೇ ನಂ.299 ಮತ್ತು ಸರ್ವೇ 300 ರಲ್ಲಿ ಕರ್ನಾಟಕ ನಗರ ಮೂಲಸೌಕರ್ಯ ಅಭಿವೃದ್ಧಿ ಮತ್ತು ಹಣಕಾಸು ನಿಗಮದ ವತಿಯಿಂದ ಘಟಕ ನಿರ್ಮಾಣಕ್ಕೆ ಸ್ಥಳ ವೀಕ್ಷಣೆ ಮಾಡಲಾಯಿತು. <box>26 1372 186 1536</box>
table-cell: 03 <box>875 1393 918 1414</box>
clip-photo-2 <box>713 1454 865 1514</box>
story-body: ರಾಯಚೂರು :ನಗರಾಭಿವೃದ್ಧಿ ಪ್ರಾಧಿಕಾರದಲ್ಲಿ ಇಂದು ದಿ. 17–ರಂದು ಕಲ್ಯಾಣ ಕರ್ನಾಟಕ ಉತ್ಸವ ದಿನಾಚರಣೆ ಅಂಗವಾಗಿ ಅಧ್ಯಕ್ಷರಾದ ರಾಜಶೇಖರ ರಾಮಸ್ವಾಮಿ ಅವರು ಧ್ವಜಾರೋಹಣವನ್ನು ನೇರವೇರಿಸಿದರು. <box>1039 664 1345 712</box>
story-body-4: ಚಿಕ್ಕಬೇರ್ಗಿ ಗ್ರಾಮಕ್ಕೆ ಪ್ರೌಢಶಾಲೆ ಮಂಜೂರಾತಿ ನೀಡಲು ಶ್ರಮಿಸಿದ ಶಾಸಕರಿಗೆ ಹಾಗೂ ವಿಶೇಷ ವರದಿ ಮಾಡಿದ ಸಂಜೆವಾಣಿ ಪತ್ರಿಕೆಗೆ ಗ್ರಾಮಸ್ಥರು ಅಭಿನಂದನೆ ತಿಳಿಸಿದರು. ಪ್ರೌಢಶಾಲೆ ಇಲ್ಲದೆ ಮಕ್ಕಳು ದೂರದ ಊರುಗಳಿಗೆ ಹೋಗಬೇಕಾಗಿತ್ತು. ಈಗ ಶಾಲೆ ಮಂಜೂರಾಗಿರುವುದರಿಂದ ಪಾಲಕರಲ್ಲಿ ಸಂತಸ ಮನೆಮಾಡಿದೆ. <box>1180 1430 1350 1549</box>
event-photo-3 <box>194 1826 358 1928</box>
badge: ಸಂಜೆವಾಣಿ ಫಲಶ್ರುತಿ <box>874 1502 1054 1523</box>
event-photo-6 <box>360 1930 526 2102</box>
byline: ಸಂಜೆವಾಣಿ ವಾರ್ತೆ <box>534 172 610 187</box>
story-sewage <box>24 1304 692 1644</box>
photo-banner: ಹಿಂದೂ ಮಹಾ ಗಣಪತಿ <box>745 183 851 199</box>
